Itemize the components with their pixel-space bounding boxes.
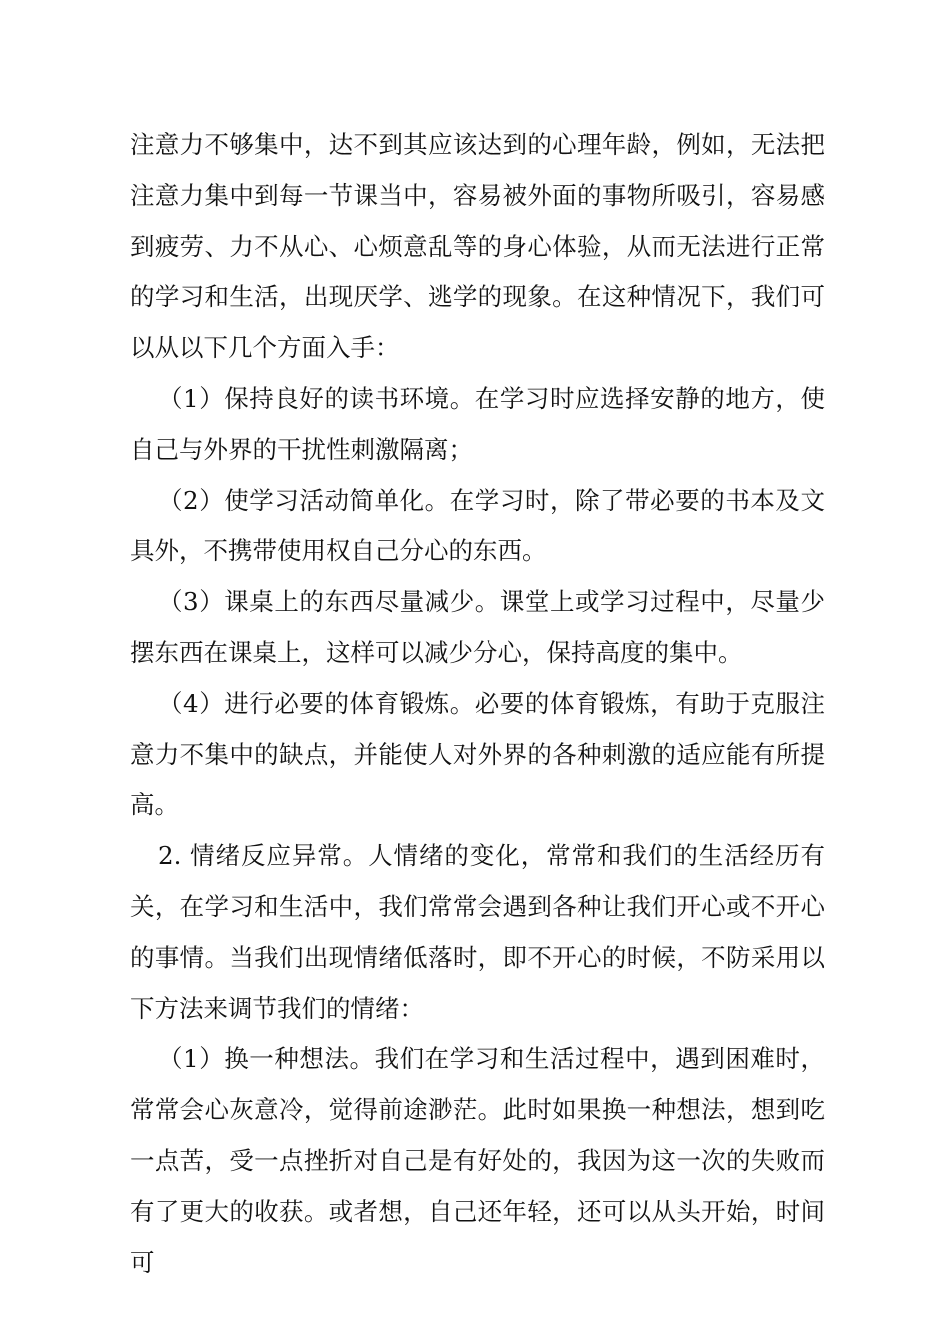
paragraph-section-2: 2. 情绪反应异常。人情绪的变化，常常和我们的生活经历有关，在学习和生活中，我们常常会遇到各种让我们开心或不开心的事情。当我们出现情绪低落时，即不开心的时候，不防采用以下方法来调节我们的情绪： (130, 841, 825, 1023)
document-body (130, 120, 825, 1288)
paragraph-section-2-item-1: （1）换一种想法。我们在学习和生活过程中，遇到困难时，常常会心灰意冷，觉得前途渺茫。此时如果换一种想法，想到吃一点苦，受一点挫折对自己是有好处的，我因为这一次的失败而有了更大的收获。或者想，自己还年轻，还可以从头开始，时间可 (130, 1044, 825, 1277)
paragraph-continuation: 注意力不够集中，达不到其应该达到的心理年龄，例如，无法把注意力集中到每一节课当中，容易被外面的事物所吸引，容易感到疲劳、力不从心、心烦意乱等的身心体验，从而无法进行正常的学习和生活，出现厌学、逃学的现象。在这种情况下，我们可以从以下几个方面入手： (130, 130, 825, 363)
paragraph-item-3: （3）课桌上的东西尽量减少。课堂上或学习过程中，尽量少摆东西在课桌上，这样可以减少分心，保持高度的集中。 (130, 587, 825, 667)
paragraph-item-4: （4）进行必要的体育锻炼。必要的体育锻炼，有助于克服注意力不集中的缺点，并能使人对外界的各种刺激的适应能有所提高。 (130, 688, 825, 820)
paragraph-item-2: （2）使学习活动简单化。在学习时，除了带必要的书本及文具外，不携带使用权自己分心的东西。 (130, 485, 825, 566)
paragraph-item-1: （1）保持良好的读书环境。在学习时应选择安静的地方，使自己与外界的干扰性刺激隔离； (130, 383, 825, 464)
